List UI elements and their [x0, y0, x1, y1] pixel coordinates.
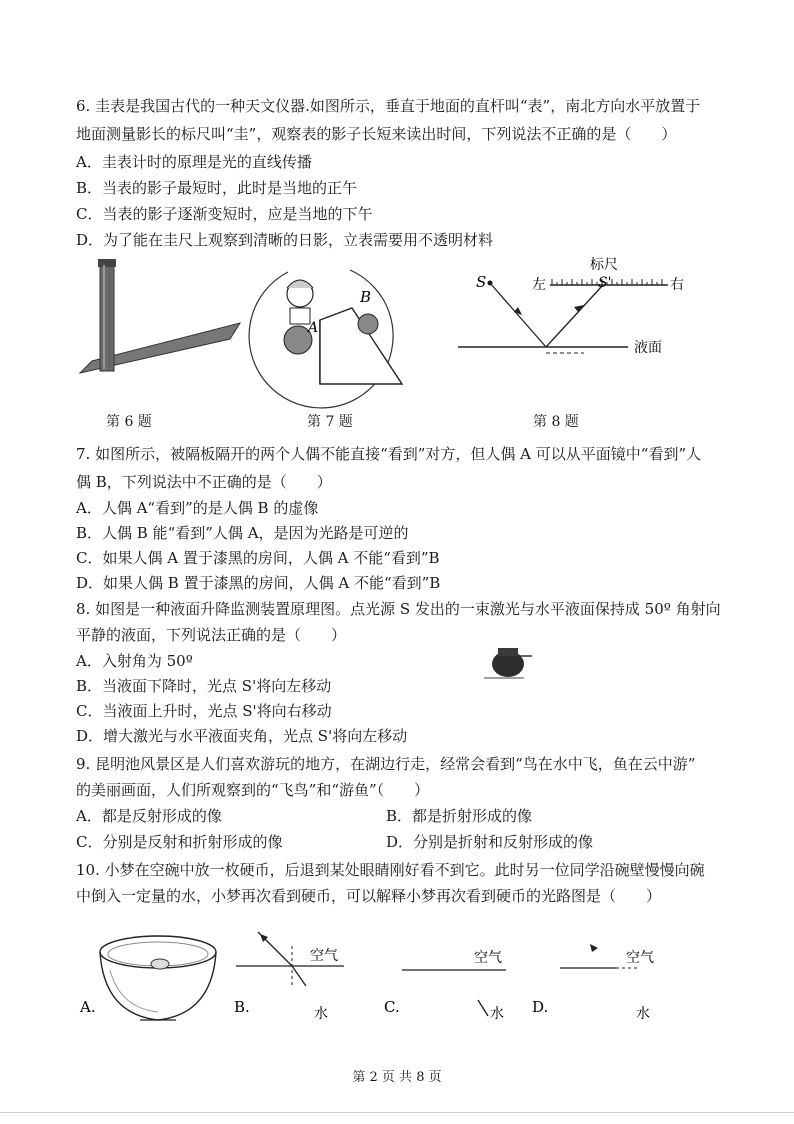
q10-figures	[80, 920, 700, 1030]
q10-option-d-diagram	[560, 944, 654, 1022]
q7-option-a: A．人偶 A“看到”的是人偶 B 的虚像	[76, 499, 319, 517]
q10-option-a-bowl-figure	[100, 936, 216, 1020]
fig8-liquid-monitor-figure	[458, 255, 698, 365]
q8-stem-line2: 平静的液面，下列说法正确的是（ ）	[76, 626, 347, 644]
caption-fig7: 第 7 题	[307, 414, 353, 430]
fig7-dolls-figure	[250, 262, 410, 402]
q10-c-air-label: 空气	[474, 950, 502, 966]
q7-stem-line1: 7. 如图所示，被隔板隔开的两个人偶不能直接“看到”对方，但人偶 A 可以从平面镜中“看到”人	[76, 445, 702, 463]
q10-b-water-label: 水	[314, 1006, 328, 1022]
fig8-left-label: 左	[532, 277, 546, 293]
q6-option-c: C．当表的影子逐渐变短时，应是当地的下午	[76, 205, 373, 223]
fig8-reflected-ray	[546, 285, 603, 347]
q10-b-air-label: 空气	[310, 948, 338, 964]
fig8-ruler-label: 标尺	[590, 257, 618, 273]
q9-stem-line1: 9. 昆明池风景区是人们喜欢游玩的地方，在湖边行走，经常会看到“鸟在水中飞，鱼在云中游”	[76, 755, 696, 773]
fig7-label-a: A	[308, 320, 319, 336]
q9-option-c: C．分别是反射和折射形成的像	[76, 833, 283, 851]
caption-fig8: 第 8 题	[533, 414, 579, 430]
caption-fig6: 第 6 题	[106, 414, 152, 430]
q9-stem-line2: 的美丽画面，人们所观察到的“飞鸟”和“游鱼”（ ）	[76, 781, 430, 799]
q6-option-a: A．圭表计时的原理是光的直线传播	[76, 153, 312, 171]
q6-stem-line1: 6. 圭表是我国古代的一种天文仪器.如图所示，垂直于地面的直杆叫“表”，南北方向水平放置于	[76, 97, 701, 115]
q10-d-air-label: 空气	[626, 950, 654, 966]
q6-option-b: B．当表的影子最短时，此时是当地的正午	[76, 179, 358, 197]
q9-option-b: B．都是折射形成的像	[386, 807, 533, 825]
q9-option-d: D．分别是折射和反射形成的像	[386, 833, 594, 851]
q10-stem-line2: 中倒入一定量的水，小梦再次看到硬币，可以解释小梦再次看到硬币的光路图是（ ）	[76, 887, 662, 905]
q7-option-b: B．人偶 B 能“看到”人偶 A，是因为光路是可逆的	[76, 524, 409, 542]
q6-stem-line2: 地面测量影长的标尺叫“圭”，观察表的影子长短来读出时间，下列说法不正确的是（ ）	[76, 125, 677, 143]
bottom-divider	[0, 1112, 794, 1113]
q10-label-c: C.	[384, 998, 400, 1016]
q8-option-a: A．入射角为 50º	[76, 652, 193, 670]
q10-label-d: D.	[532, 998, 549, 1016]
fig6-gnomon-figure	[80, 255, 240, 395]
q8-option-b: B．当液面下降时，光点 S'将向左移动	[76, 677, 332, 695]
q10-label-a: A.	[80, 998, 96, 1016]
fig7-label-b: B	[360, 288, 372, 306]
q8-option-c: C．当液面上升时，光点 S'将向右移动	[76, 702, 332, 720]
page-footer: 第 2 页 共 8 页	[352, 1070, 442, 1085]
q6-option-d: D．为了能在圭尺上观察到清晰的日影，立表需要用不透明材料	[76, 231, 494, 249]
q10-label-b: B.	[234, 998, 250, 1016]
fig8-right-label: 右	[670, 277, 684, 293]
q10-stem-line1: 10. 小梦在空碗中放一枚硬币，后退到某处眼睛刚好看不到它。此时另一位同学沿碗壁慢慢向碗	[76, 861, 705, 879]
q7-option-c: C．如果人偶 A 置于漆黑的房间，人偶 A 不能“看到”B	[76, 549, 440, 567]
fig8-source-label: S	[476, 273, 487, 291]
q10-option-c-diagram	[402, 949, 506, 1022]
q9-option-a: A．都是反射形成的像	[76, 807, 222, 825]
fig8-spot-label: S'	[598, 275, 612, 291]
q7-option-d: D．如果人偶 B 置于漆黑的房间，人偶 A 不能“看到”B	[76, 574, 441, 592]
q10-option-b-diagram	[236, 932, 344, 1022]
q10-d-water-label: 水	[636, 1006, 650, 1022]
ink-stamp-graphic	[484, 644, 534, 680]
q8-option-d: D．增大激光与水平液面夹角，光点 S'将向左移动	[76, 727, 408, 745]
fig8-surface-label: 液面	[634, 340, 662, 356]
q8-stem-line1: 8. 如图是一种液面升降监测装置原理图。点光源 S 发出的一束激光与水平液面保持成 50º 角射向	[76, 600, 721, 618]
q7-stem-line2: 偶 B，下列说法中不正确的是（ ）	[76, 473, 332, 491]
q10-c-water-label: 水	[490, 1006, 504, 1022]
